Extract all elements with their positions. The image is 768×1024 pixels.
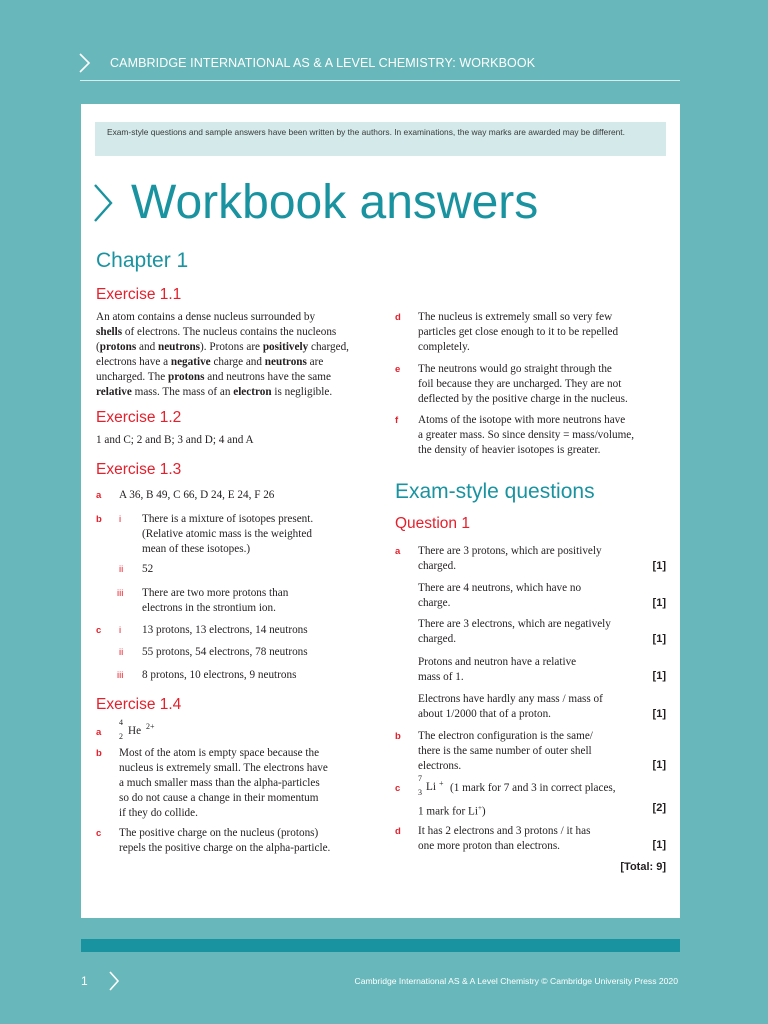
answer-1-3-c-ii: 55 protons, 54 electrons, 78 neutrons: [142, 646, 308, 658]
footer-bar: [81, 939, 680, 952]
running-header-title: CAMBRIDGE INTERNATIONAL AS & A LEVEL CHEMISTRY: WORKBOOK: [110, 56, 536, 70]
answer-1-4-e: The neutrons would go straight through the foil because they are uncharged. They are not deflected by the positive charge in the nucleus.: [418, 363, 628, 405]
helium-nuclide: 4 2 He 2+: [119, 718, 155, 741]
mark: [1]: [652, 708, 666, 720]
answer-1-3-c-i: 13 protons, 13 electrons, 14 neutrons: [142, 624, 308, 636]
answer-q1-c-line1: (1 mark for 7 and 3 in correct places,: [450, 782, 616, 794]
answer-1-3-b-iii: There are two more protons than electrons in the strontium ion.: [142, 587, 289, 614]
label-f: f: [395, 415, 399, 426]
label-c: c: [395, 783, 401, 794]
answer-q1-d: It has 2 electrons and 3 protons / it has one more proton than electrons.: [418, 825, 591, 852]
answer-1-3-b-i: There is a mixture of isotopes present. (Relative atomic mass is the weighted mean of these isotopes.): [142, 513, 314, 555]
chapter-heading: Chapter 1: [96, 249, 189, 272]
label-d: d: [395, 312, 401, 323]
mark: [1]: [652, 560, 666, 572]
mark: [2]: [652, 802, 666, 814]
exercise-1-2-text: 1 and C; 2 and B; 3 and D; 4 and A: [96, 434, 254, 446]
exercise-1-1-text: An atom contains a dense nucleus surrounded by shells of electrons. The nucleus contains the nucleons (protons and neutrons). Protons are positively charged, electrons have a negative charge and neutrons are uncharged. The protons and neutrons have the same relative mass. The mass of an electron is negligible.: [96, 311, 349, 398]
exercise-1-4-heading: Exercise 1.4: [96, 696, 182, 713]
answer-q1-a-2: There are 4 neutrons, which have no charge.: [418, 582, 582, 609]
answer-q1-b: The electron configuration is the same/ there is the same number of outer shell electrons.: [418, 730, 593, 772]
label-b-ii: ii: [119, 564, 124, 575]
answer-1-4-b: Most of the atom is empty space because the nucleus is extremely small. The electrons have a much smaller mass than the alpha-particles so do not cause a change in their momentum if they do collide.: [119, 747, 328, 819]
answer-1-4-c: The positive charge on the nucleus (protons) repels the positive charge on the alpha-particle.: [119, 827, 331, 854]
footer-chevron-icon: [108, 970, 120, 992]
mark: [1]: [652, 597, 666, 609]
label-e: e: [395, 364, 401, 375]
title-chevron-icon: [91, 182, 115, 224]
answer-q1-a-5: Electrons have hardly any mass / mass of about 1/2000 that of a proton.: [418, 693, 603, 720]
answer-1-3-a: A 36, B 49, C 66, D 24, E 24, F 26: [119, 489, 275, 501]
answer-q1-c-line2: 1 mark for Li+): [418, 804, 486, 818]
exam-style-heading: Exam-style questions: [395, 480, 595, 503]
answer-q1-a-4: Protons and neutron have a relative mass of 1.: [418, 656, 577, 683]
label-a: a: [96, 490, 102, 501]
label-b: b: [395, 731, 401, 742]
label-a: a: [96, 727, 102, 738]
notice-box: Exam-style questions and sample answers have been written by the authors. In examinations, the way marks are awarded may be different.: [95, 122, 666, 156]
label-c: c: [96, 625, 102, 636]
page-sheet: [81, 104, 680, 918]
footer-copyright: Cambridge International AS & A Level Chemistry © Cambridge University Press 2020: [354, 976, 678, 986]
label-d: d: [395, 826, 401, 837]
exercise-1-3-heading: Exercise 1.3: [96, 461, 182, 478]
answer-q1-a-3: There are 3 electrons, which are negatively charged.: [418, 618, 611, 645]
mark: [1]: [652, 633, 666, 645]
header-chevron-icon: [78, 52, 92, 74]
label-c-iii: iii: [117, 670, 124, 681]
lithium-nuclide: 7 3 Li +: [418, 774, 444, 797]
answer-1-3-b-ii: 52: [142, 563, 154, 575]
answer-q1-a-1: There are 3 protons, which are positively charged.: [418, 545, 602, 572]
label-b: b: [96, 748, 102, 759]
label-c-i: i: [119, 625, 122, 636]
total-marks: [Total: 9]: [620, 861, 666, 873]
label-a: a: [395, 546, 401, 557]
mark: [1]: [652, 839, 666, 851]
answer-1-4-f: Atoms of the isotope with more neutrons have a greater mass. So since density = mass/volume, the density of heavier isotopes is greater.: [418, 414, 635, 456]
question-1-heading: Question 1: [395, 515, 470, 532]
label-b-i: i: [119, 514, 122, 525]
header-rule: [80, 80, 680, 81]
label-b: b: [96, 514, 102, 525]
exercise-1-2-heading: Exercise 1.2: [96, 409, 182, 426]
answer-1-4-d: The nucleus is extremely small so very few particles get close enough to it to be repelled completely.: [418, 311, 619, 353]
mark: [1]: [652, 670, 666, 682]
label-c: c: [96, 828, 102, 839]
mark: [1]: [652, 759, 666, 771]
title-text: Workbook answers: [131, 176, 539, 229]
exercise-1-1-heading: Exercise 1.1: [96, 286, 182, 303]
answer-1-3-c-iii: 8 protons, 10 electrons, 9 neutrons: [142, 669, 297, 681]
label-c-ii: ii: [119, 647, 124, 658]
page-number: 1: [81, 974, 88, 988]
label-b-iii: iii: [117, 588, 124, 599]
